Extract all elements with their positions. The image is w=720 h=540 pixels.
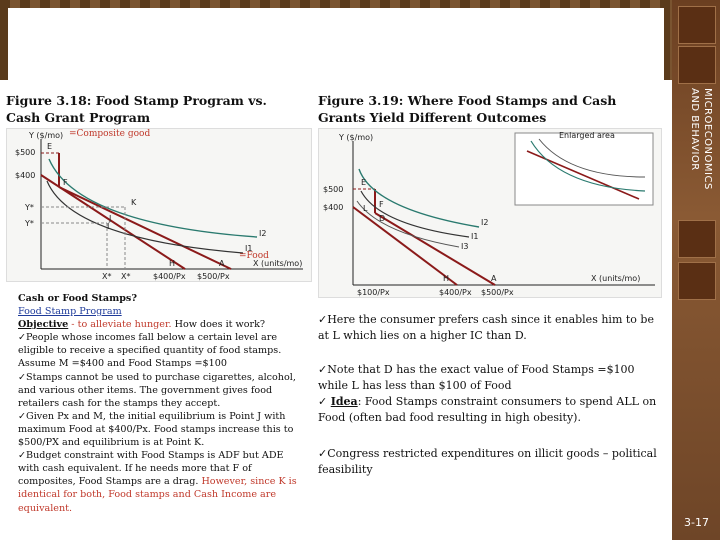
objective-label: Objective — [18, 319, 69, 331]
sidebar-title-line1: MICROECONOMICS — [702, 88, 713, 190]
bullet: ✓Budget constraint with Food Stamps is ADF but ADE with cash equivalent. If he needs more that F of composites, Food Stamps are a drag. However, since K is identical for both, Food stamps and Cash Income are equivalent. — [18, 450, 297, 514]
point-label: I1 — [471, 232, 479, 241]
right-heading: Figure 3.19: Where Food Stamps and Cash Grants Yield Different Outcomes — [318, 93, 617, 125]
point-label: F — [63, 178, 68, 187]
axis-x-label: X (units/mo) — [591, 274, 641, 283]
tick-label: $400 — [323, 203, 344, 212]
bullet: ✓People whose incomes fall below a certain level are eligible to receive a specified quantity of food stamps. Assume M =$400 and Food Stamps =$100 — [18, 332, 282, 370]
tick-label: $500 — [15, 148, 36, 157]
page-number: 3-17 — [684, 516, 709, 529]
axis-y-label: Y ($/mo) — [29, 131, 64, 140]
tick-label: $500/Px — [481, 288, 514, 297]
axis-x-label: X (units/mo) — [253, 259, 303, 268]
right-bullet-2: ✓Note that D has the exact value of Food Stamps =$100 while L has less than $100 of Food ✓ Idea: Food Stamps constraint consumers to spend ALL on Food (often bad food resulting in high obesity). — [318, 363, 657, 424]
axis-y-label: Y ($/mo) — [339, 133, 374, 142]
point-label: H — [169, 259, 176, 268]
point-label: H — [443, 274, 450, 283]
composite-good-label: =Composite good — [69, 129, 151, 139]
bullet: ✓Given Px and M, the initial equilibrium is Point J with maximum Food at $400/Px. Food stamps increase this to $500/PX and equilibrium is at Point K. — [18, 410, 294, 449]
point-label: E — [47, 142, 53, 151]
tick-label: Y* — [25, 203, 34, 212]
sidebar-band — [672, 0, 720, 540]
figure-3-19-graph — [319, 129, 661, 297]
bullet-text: Budget constraint with Food Stamps is ADF but ADE with cash equivalent. If he needs more that F of composites, Food Stamps are a drag. — [18, 450, 284, 488]
sidebar-title-line2: AND BEHAVIOR — [689, 88, 700, 171]
tick-label: X* — [121, 272, 131, 281]
top-white-panel — [8, 8, 664, 80]
bullet-text: Stamps cannot be used to purchase cigarettes, alcohol, and various other items. The government gives food retailers cash for the stamps they accept. — [18, 371, 296, 409]
point-label: F — [379, 200, 384, 209]
tick-label: X* — [102, 272, 112, 281]
sidebar-tile — [678, 46, 716, 84]
bullet-text: Note that D has the exact value of Food Stamps =$100 while L has less than $100 of Food — [318, 363, 635, 392]
sidebar-tile — [678, 262, 716, 300]
enlarged-area-label: Enlarged area — [559, 131, 615, 140]
point-label: K — [131, 198, 137, 207]
tick-label: $500/Px — [197, 272, 230, 281]
bullet-text: Here the consumer prefers cash since it enables him to be at L which lies on a higher IC than D. — [318, 313, 654, 342]
point-label: E — [361, 178, 367, 187]
bullet-text: People whose incomes fall below a certain level are eligible to receive a specified quantity of food stamps. Assume M =$400 and Food Stamps =$100 — [18, 332, 282, 370]
sidebar-tile — [678, 220, 716, 258]
right-bullet-1: ✓Here the consumer prefers cash since it enables him to be at L which lies on a higher IC than D. — [318, 313, 654, 342]
point-label: I2 — [259, 229, 267, 238]
program-link[interactable]: Food Stamp Program — [18, 306, 122, 318]
objective-line — [18, 318, 300, 331]
point-label: J — [109, 214, 112, 223]
right-bullet-4: ✓Congress restricted expenditures on illicit goods – political feasibility — [318, 447, 657, 476]
tick-label: $400/Px — [153, 272, 186, 281]
idea-text: : Food Stamps constraint consumers to spend ALL on Food (often bad food resulting in high obesity). — [318, 395, 657, 424]
bullet-text: Congress restricted expenditures on illicit goods – political feasibility — [318, 447, 657, 476]
objective-text: - to alleviate hunger. — [68, 319, 172, 331]
point-label: I3 — [461, 242, 469, 251]
conclusion-text: However, since K is identical for both, Food stamps and Cash Income are equivalent. — [18, 476, 297, 514]
objective-tail: How does it work? — [171, 319, 266, 331]
bullet: ✓Stamps cannot be used to purchase cigarettes, alcohol, and various other items. The government gives food retailers cash for the stamps they accept. — [18, 371, 296, 409]
bullet-text: Given Px and M, the initial equilibrium is Point J with maximum Food at $400/Px. Food stamps increase this to $500/PX and equilibrium is at Point K. — [18, 410, 294, 449]
figure-3-18 — [6, 128, 312, 282]
tick-label: Y* — [25, 219, 34, 228]
tick-label: $100/Px — [357, 288, 390, 297]
food-label: =Food — [239, 251, 269, 261]
tick-label: $500 — [323, 185, 344, 194]
sidebar-tile — [678, 6, 716, 44]
point-label: I1 — [245, 244, 253, 253]
point-label: D — [379, 214, 386, 223]
question-title: Cash or Food Stamps? — [18, 293, 137, 304]
tick-label: $400/Px — [439, 288, 472, 297]
left-body-text — [18, 292, 300, 515]
tick-label: $400 — [15, 171, 36, 180]
point-label: I — [107, 222, 110, 231]
point-label: I2 — [481, 218, 489, 227]
left-heading: Figure 3.18: Food Stamp Program vs. Cash Grant Program — [6, 93, 267, 125]
idea-label: Idea — [330, 395, 358, 408]
figure-3-19 — [318, 128, 662, 298]
point-label: A — [219, 259, 225, 268]
point-label: L — [363, 204, 368, 213]
sidebar-title — [678, 88, 714, 208]
point-label: A — [491, 274, 497, 283]
